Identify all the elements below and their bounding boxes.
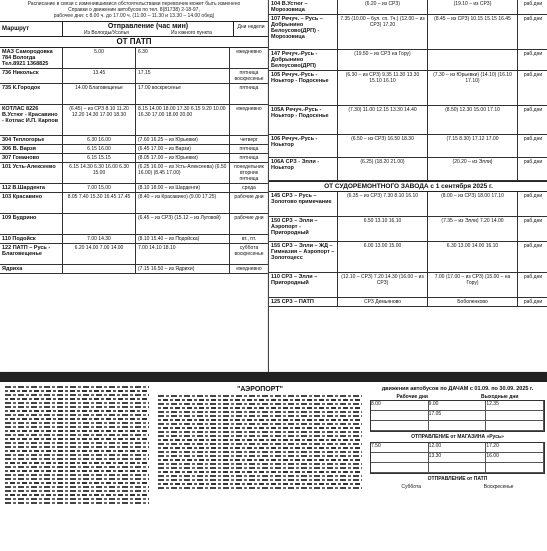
table-row (0, 84, 268, 105)
table-row (0, 48, 268, 69)
time-cell: (7.30) 11.00 12.15 13.30 14.40 (338, 106, 428, 134)
band-title: ОТ ПАТП (0, 37, 268, 48)
days-cell: пятница (239, 85, 259, 91)
day-label: Суббота (401, 484, 421, 490)
time-cell: (7.30 – из Юрьевки) (14.10) (16.10 17.10) (428, 71, 518, 105)
time-cell: (6.50 – из СРЗ) 16.50 18.30 (338, 135, 428, 157)
route-cell: 304 Теплогорье (0, 136, 63, 144)
time-cell: (12.10 – СРЗ) 7.20 14.30 (16.00 – из СРЗ) (338, 273, 428, 297)
days-cell: ежедневно (236, 266, 262, 272)
route-cell: 106А СРЗ - Элли - Ноьктор (269, 158, 338, 180)
table-row (0, 163, 268, 184)
route-cell: 307 Гоманово (0, 154, 63, 162)
route-cell: Ядриха (0, 265, 63, 273)
departure-col-header (63, 22, 234, 36)
notice-block (0, 0, 268, 21)
table-row (0, 193, 268, 214)
time-cell: (8.50) 12.30 15.00 17.10 (428, 106, 518, 134)
days-cell: четверг (240, 137, 258, 143)
days-cell: раб.дни (523, 72, 543, 78)
days-col-header: Дни недели (237, 24, 265, 30)
band-title: ОТПРАВЛЕНИЕ от ПАТП (427, 476, 488, 482)
time-cell: (20.20 – из Элли) (428, 158, 518, 180)
table-row (0, 184, 268, 193)
time-cell: (6.30 – из СРЗ) 9.35 11.30 13.30 15.10 16.10 (338, 71, 428, 105)
time-cell: 17.00 воскресенье (136, 84, 230, 104)
time-cell: 8.15 14.00 18.00 17.30 6.15 9.20 10.00 16.30 17.00 18.00 20.00 (136, 105, 230, 135)
time-cell: 7.35 (10.00 – 6ул. сп. 7ч.) (12.00 – из СРЗ) 17.20 (338, 15, 428, 49)
table-row (269, 217, 547, 242)
band-title: ОТ СУДОРЕМОНТНОГО ЗАВОДА с 1 сентября 2025 г. (269, 181, 547, 192)
route-cell: КОТЛАС 8226 В.Устюг - Красавино - Котлас И.П. Карпов (0, 105, 63, 135)
table-row (269, 273, 547, 298)
days-cell: раб.дни (523, 51, 543, 57)
days-cell: раб.дни (523, 136, 543, 142)
table-row (269, 158, 547, 181)
route-cell: 103 Красавино (0, 193, 63, 213)
table-row (0, 69, 268, 84)
table-header (0, 21, 268, 37)
time-cell: (19.50 – из СРЗ на Гору) (338, 50, 428, 70)
time-cell: 14.00 Благовещенье (63, 84, 136, 104)
time-cell: 7.00 14.30 (63, 235, 136, 243)
time-cell: 6.30 16.00 (63, 136, 136, 144)
band-title: ОТПРАВЛЕНИЕ от МАГАЗИНА «Русь» (411, 434, 504, 440)
time-cell: 6.00 13.00 15.00 (338, 242, 428, 272)
time-cell: 5.00 (63, 48, 136, 68)
time-cell: 6.20 14.00 7.00 14.00 (63, 244, 136, 264)
table-row (269, 298, 547, 307)
days-cell: рабочие дни (234, 215, 264, 221)
time-cell: (6.45 – из СРЗ) (15.12 – из Луговой) (136, 214, 230, 234)
time-cell: (8.05 17.00 – из Юрьевки) (136, 154, 230, 162)
days-cell: суббота воскресенье (234, 245, 264, 257)
time-cell: СРЗ Демьяново (338, 298, 428, 306)
table-row (0, 214, 268, 235)
route-cell: МАЗ Самородовка 784 Вологда Тел.8921 1368825 (0, 48, 63, 68)
route-col-header: Маршрут (0, 22, 63, 36)
bottom-schedule-photo (0, 372, 547, 551)
notice-line: Справки о движении автобусов по тел. 8(81738) 2-18-97, (68, 7, 200, 13)
time-cell: (7.35 – из Элли) 7.20 14.00 (428, 217, 518, 241)
time-cell: (8.00 – из СРЗ) 18.00 17.10 (428, 192, 518, 216)
days-cell: пятница воскресенье (234, 70, 264, 82)
route-cell: 736 Никольск (0, 69, 63, 83)
time-cell: (6.25 16.00 – из Усть-Алексеева) (6.50 16.00) (8.45 17.00) (136, 163, 230, 183)
subhead-weekend: Выходные дни (481, 394, 519, 400)
route-cell: 735 К.Городок (0, 84, 63, 104)
grid-cell: 8.00 (371, 401, 429, 410)
route-cell: 155 СРЗ – Элли – ЖД – Гимназия – Аэропорт – Золотоцесс (269, 242, 338, 272)
days-cell: раб.дни (523, 1, 543, 7)
time-cell: 7.00 (17.00 – из СРЗ) (15.00 – на Гору) (428, 273, 518, 297)
route-cell: 107 Речуч. – Русь – Добрынино Белоусово(ДРП) - Морозовица (269, 15, 338, 49)
notice-line: рабочее дни: с 8.00 ч. до 17.00 ч. (11.00 – 11.30 и 13.30 – 14.00 обед) (53, 13, 215, 19)
grid-cell: 17.20 (486, 443, 544, 452)
time-cell (428, 50, 518, 70)
time-cell: (6.45 17.00 – из Варзи) (136, 145, 230, 153)
route-cell: 105 Речуч.-Русь - Ноьктор - Подосенье (269, 71, 338, 105)
days-cell: ежедневно (236, 106, 262, 112)
table-row (0, 265, 268, 274)
days-cell: рабочие дни (234, 194, 264, 200)
days-cell: понедельник вторник пятница (234, 164, 264, 182)
days-cell: ежедневно (236, 49, 262, 55)
route-cell: 306 В. Варзя (0, 145, 63, 153)
days-cell: раб.дни (523, 299, 543, 305)
route-cell: 150 СРЗ – Элли – Аэропорт - Пригородный (269, 217, 338, 241)
time-cell: 6.15 14.30 6.30 16.00 6.30 15.00 (63, 163, 136, 183)
table-row (0, 105, 268, 136)
table-row (269, 135, 547, 158)
table-row (0, 136, 268, 145)
time-cell: (6.25) (18.20 21.00) (338, 158, 428, 180)
table-row (0, 154, 268, 163)
days-cell: раб.дни (523, 159, 543, 165)
days-cell: пятница (239, 146, 259, 152)
photo-dark-strip (0, 372, 547, 382)
table-row (269, 192, 547, 217)
notice-line: Расписание в связи с изменившимися обстоятельствами перевозчик может быть изменено (27, 1, 241, 7)
table-row (269, 15, 547, 50)
route-cell: 112 В.Шарденга (0, 184, 63, 192)
time-cell: (6.45) – из СРЗ 8.10 11.20 12.20 14.30 17.00 18.30 (63, 105, 136, 135)
grid-cell: 12.00 (429, 443, 487, 452)
table-row (269, 0, 547, 15)
grid-cell: 17.05 (429, 411, 487, 420)
time-cell (63, 265, 136, 273)
time-cell: (7.15 8.30) 17.12 17.00 (428, 135, 518, 157)
route-cell: 101 Усть-Алексеево (0, 163, 63, 183)
grid-cell: 16.00 (486, 453, 544, 462)
table-row (269, 50, 547, 71)
days-cell: раб.дни (523, 274, 543, 280)
grid-cell: 12.35 (486, 401, 544, 410)
route-cell: 110 Подойск (0, 235, 63, 243)
bottom-middle-column (155, 384, 365, 551)
route-cell: 109 Будрино (0, 214, 63, 234)
days-cell: пятница (239, 155, 259, 161)
time-cell: 6.30 13.00 14.00 16.10 (428, 242, 518, 272)
from-end-label: Из южного пункта (170, 30, 212, 36)
time-cell: (8.10 18.00 – из Шарденги) (136, 184, 230, 192)
table-row (269, 71, 547, 106)
days-cell: вт., пт. (241, 236, 257, 242)
route-cell: 104 В.Устюг – Морозовица (269, 0, 338, 14)
time-cell: 7.00 15.00 (63, 184, 136, 192)
time-cell: (8.10 15.40 – из Подойска) (136, 235, 230, 243)
route-cell: 147 Речуч.-Русь - Добрынино Белоусово(ДРП) (269, 50, 338, 70)
table-row (269, 242, 547, 273)
time-cell: 6.30 (136, 48, 230, 68)
time-cell: (8.45 – из СРЗ) 10.15 15.15 16.45 (428, 15, 518, 49)
days-cell: среда (242, 185, 256, 191)
time-cell: 17.15 (136, 69, 230, 83)
day-label: Воскресенье (483, 484, 514, 490)
time-cell: 6.50 13.10 16.10 (338, 217, 428, 241)
time-cell: (7.60 16.25 – из Юрьевки) (136, 136, 230, 144)
subhead-workdays: Рабочие дни (396, 394, 428, 400)
airport-title: "АЭРОПОРТ" (237, 386, 283, 393)
time-cell: (7.15 16.50 – из Ядрихи) (136, 265, 230, 273)
time-cell: 8.05 7.40 15.30 16.45 17.45 (63, 193, 136, 213)
route-cell: 145 СРЗ – Русь – Золотово примечание (269, 192, 338, 216)
route-cell: 106 Речуч.-Русь - Ноьктор (269, 135, 338, 157)
days-cell: раб.дни (523, 218, 543, 224)
time-cell: 6.15 16.00 (63, 145, 136, 153)
time-cell: (19.10 – из СРЗ) (428, 0, 518, 14)
time-cell (63, 214, 136, 234)
time-cell: (8.40 – из Красавино) (9.00 17.25) (136, 193, 230, 213)
route-cell: 122 ПАТП – Русь - Благовещенье (0, 244, 63, 264)
days-cell: раб.дни (523, 107, 543, 113)
time-cell: 6.15 15.15 (63, 154, 136, 162)
from-start-label: Из Вологды/Усолья (84, 30, 129, 36)
route-cell: 110 СРЗ – Элли – Пригородный (269, 273, 338, 297)
days-cell: раб.дни (523, 16, 543, 22)
bottom-right-column (370, 384, 545, 551)
table-row (0, 235, 268, 244)
grid-cell: 13.30 (429, 453, 487, 462)
table-row (269, 106, 547, 135)
time-cell: 13.45 (63, 69, 136, 83)
days-cell: раб.дни (523, 193, 543, 199)
time-cell: (6.35 – из СРЗ) 7.30 8.10 16.10 (338, 192, 428, 216)
time-cell: 7.00 14.10 18.10 (136, 244, 230, 264)
days-cell: раб.дни (523, 243, 543, 249)
table-row (0, 244, 268, 265)
left-schedule-sheet (0, 0, 268, 372)
route-cell: 105А Речуч.-Русь - Ноьктор - Подосенье (269, 106, 338, 134)
time-cell: (6.20 – из СРЗ) (338, 0, 428, 14)
grid-cell: 7.50 (371, 443, 429, 452)
dacha-title: движения автобусов по ДАЧАМ с 01.09. по 30.09. 2025 г. (381, 386, 534, 392)
grid-cell: 9.00 (429, 401, 487, 410)
table-row (0, 145, 268, 154)
right-schedule-sheet (268, 0, 547, 372)
time-cell: Боболенково (428, 298, 518, 306)
route-cell: 125 СРЗ – ПАТП (269, 298, 338, 306)
departure-title: Отправление (час мин) (107, 23, 189, 30)
bottom-left-column (2, 384, 152, 551)
